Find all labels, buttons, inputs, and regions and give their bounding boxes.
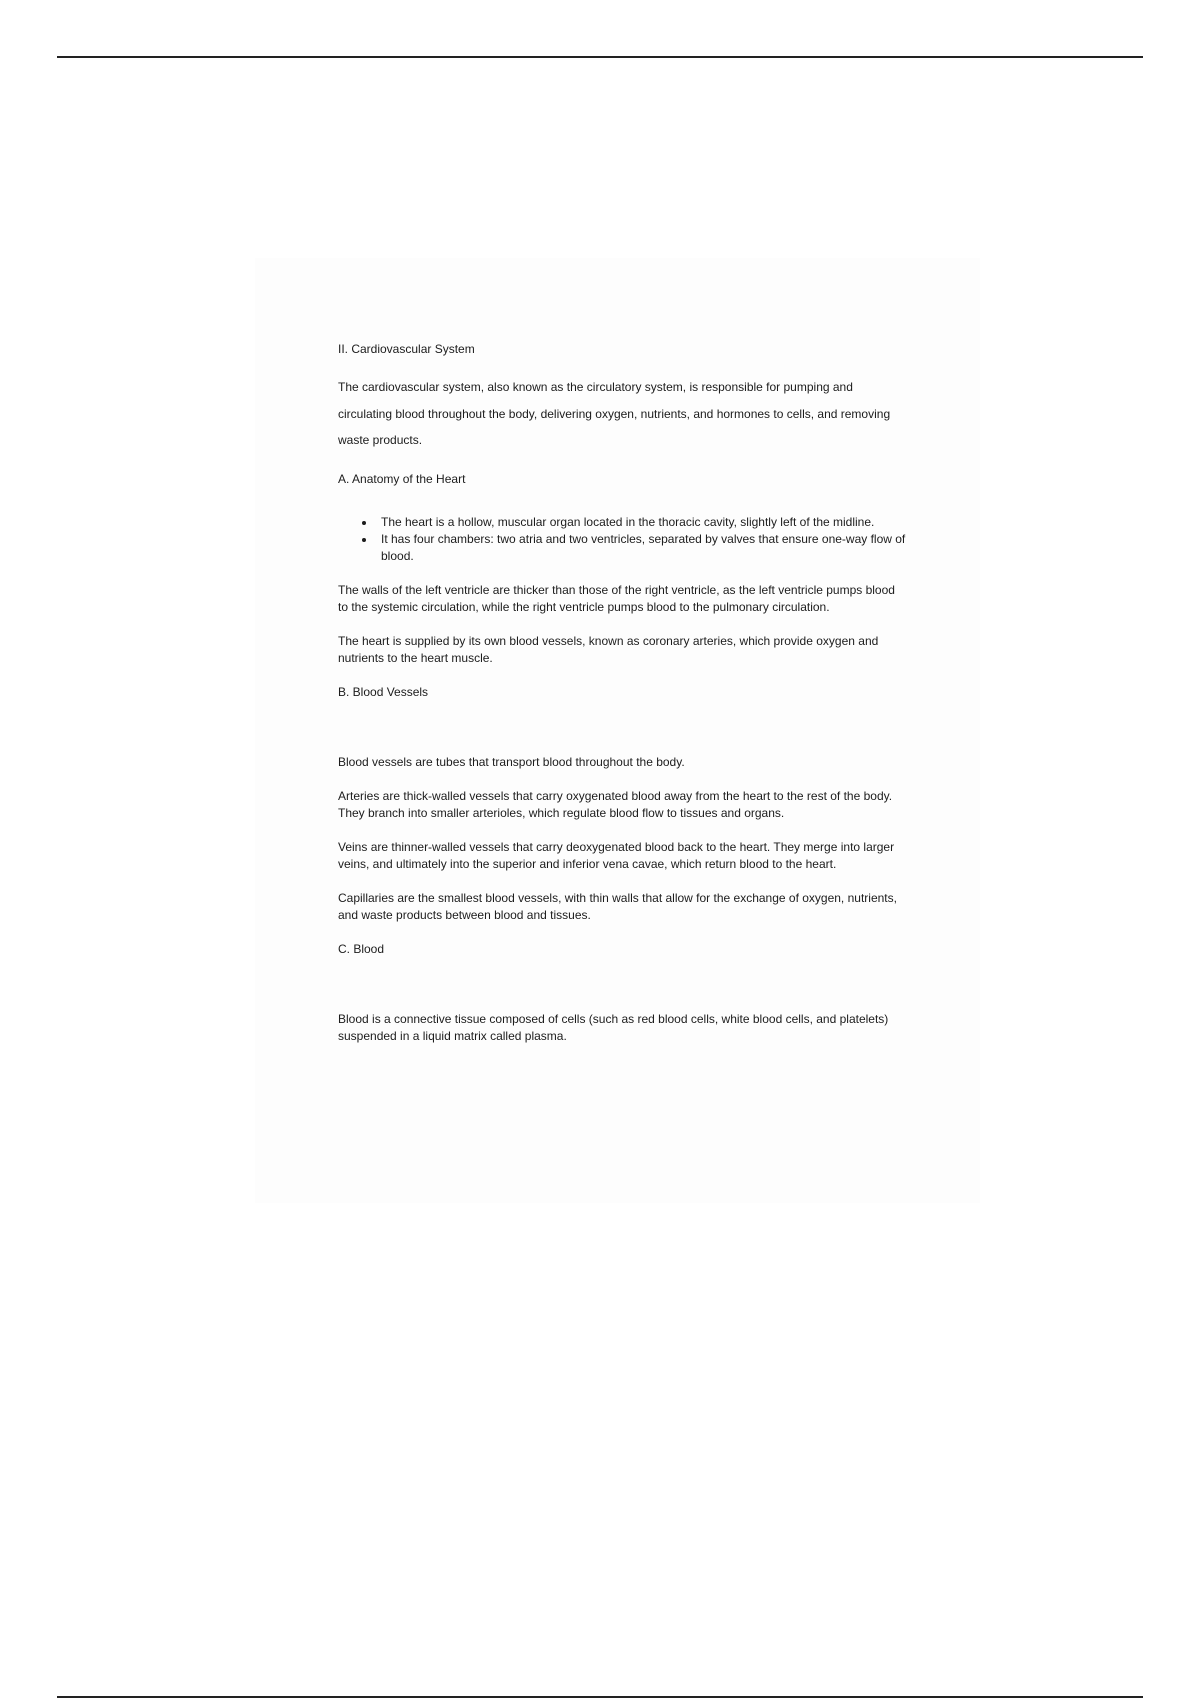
section-title: II. Cardiovascular System [338,342,475,356]
heart-bullet-list [338,514,906,565]
capillaries-paragraph: Capillaries are the smallest blood vessels, with thin walls that allow for the exchange of oxygen, nutrients, and waste products between blood and tissues. [338,890,897,922]
intro-paragraph: The cardiovascular system, also known as the circulatory system, is responsible for pumping and circulating blood throughout the body, delivering oxygen, nutrients, and hormones to cells, and removing waste products. [338,380,891,447]
blood-paragraph: Blood is a connective tissue composed of cells (such as red blood cells, white blood cells, and platelets) suspended in a liquid matrix called plasma. [338,1011,889,1043]
coronary-paragraph: The heart is supplied by its own blood vessels, known as coronary arteries, which provide oxygen and nutrients to the heart muscle. [338,633,879,665]
vessels-heading: B. Blood Vessels [338,684,429,699]
veins-paragraph: Veins are thinner-walled vessels that carry deoxygenated blood back to the heart. They merge into larger veins, and ultimately into the superior and inferior vena cavae, which return blood to the heart. [338,839,895,871]
heart-heading: A. Anatomy of the Heart [338,471,466,486]
bottom-divider [57,1696,1143,1698]
list-item: The heart is a hollow, muscular organ located in the thoracic cavity, slightly left of the midline. [338,514,906,531]
arteries-paragraph: Arteries are thick-walled vessels that carry oxygenated blood away from the heart to the rest of the body. They branch into smaller arterioles, which regulate blood flow to tissues and organs. [338,788,893,820]
top-divider [57,56,1143,58]
document-page-image [255,258,980,1203]
ventricles-paragraph: The walls of the left ventricle are thicker than those of the right ventricle, as the left ventricle pumps blood to the systemic circulation, while the right ventricle pumps blood to the pulmonary circulation. [338,582,895,614]
blood-heading: C. Blood [338,941,385,956]
document-content [338,341,906,1045]
list-item: It has four chambers: two atria and two ventricles, separated by valves that ensure one-way flow of blood. [338,531,906,565]
vessels-intro-paragraph: Blood vessels are tubes that transport blood throughout the body. [338,754,685,769]
